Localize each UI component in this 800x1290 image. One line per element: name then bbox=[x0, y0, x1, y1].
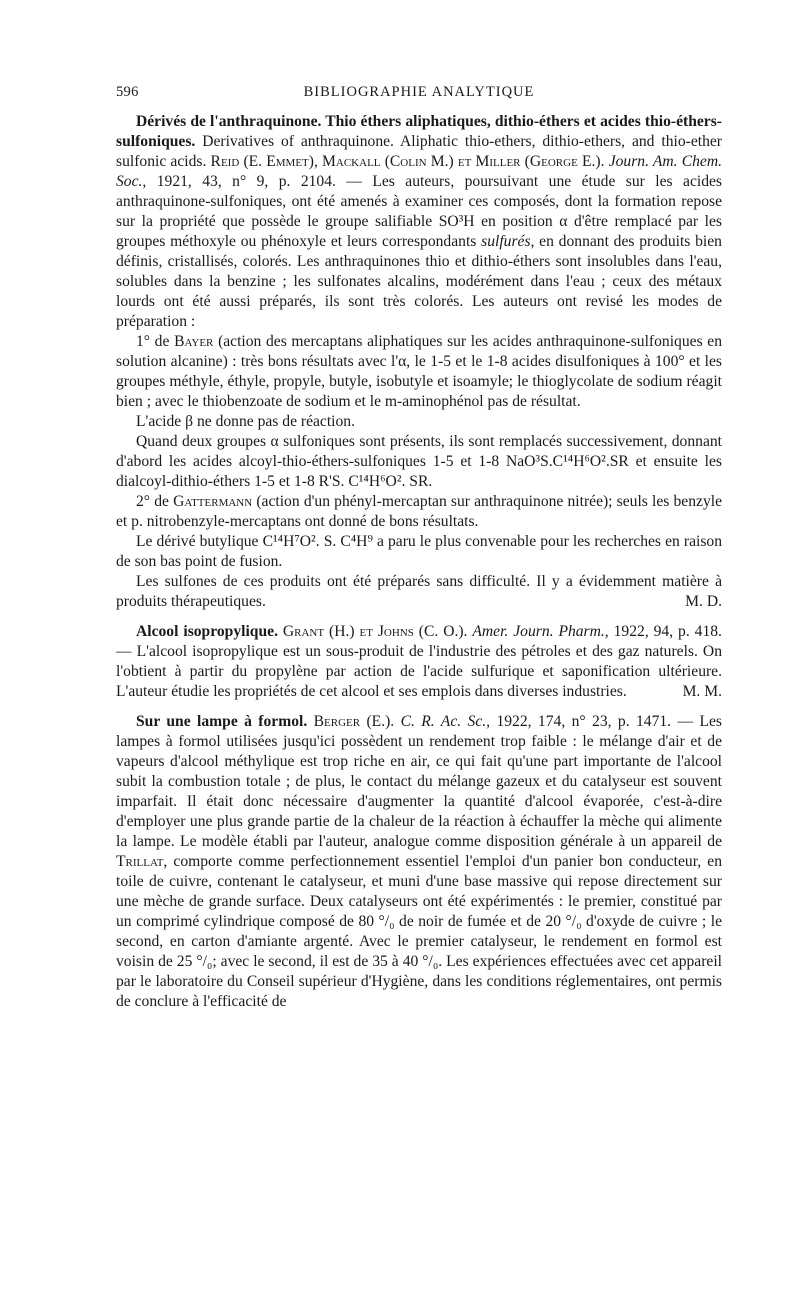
article-text: Les sulfones de ces produits ont été préparés sans difficulté. Il y a évidemment matière à produits thérapeutiques. bbox=[116, 573, 722, 610]
article-text: , en donnant des produits bien définis, cristallisés, colorés. Les anthraquinones thio et dithio-éthers sont insolubles dans l'eau, solubles dans la benzine ; les sulfonates alcalins, modérément dans l'eau ; ceux des métaux lourds ont été aussi préparés, ils sont très colorés. Les auteurs ont revisé les modes de préparation : bbox=[116, 233, 722, 330]
article-text: — Les auteurs, poursuivant une étude sur les acides anthraquinone-sulfoniques, ont été amenés à examiner ces composés, dont la formation repose sur la propriété que possède le groupe salifiable SO³H en position α d'être remplacé par les groupes méthoxyle ou phénoxyle et leurs correspondants bbox=[116, 173, 722, 250]
article-text: (action d'un phényl-mercaptan sur anthraquinone nitrée); seuls les benzyle et p. nitrobenzyle-mercaptans ont donné de bons résultats. bbox=[116, 493, 722, 530]
article-text-italic: sulfurés bbox=[481, 233, 531, 250]
cited-author: Bayer bbox=[174, 333, 214, 350]
article-authors: Grant (H.) et Johns (C. O.). bbox=[282, 623, 468, 640]
article-authors: Berger (E.). bbox=[313, 713, 395, 730]
article-text: — Les lampes à formol utilisées jusqu'ici possèdent un rendement trop faible : le mélange d'air et de vapeurs d'alcool méthylique est trop riche en air, ce qui fait qu'une part importante de l'alcool subit la combustion totale ; de plus, le contact du mélange gazeux et du catalyseur est souvent imparfait. Il était donc nécessaire d'augmenter la quantité d'alcool évaporée, c'est-à-dire d'employer une plus grande partie de la chaleur de la réaction à échauffer la mèche qui alimente la lampe. Le modèle établi par l'auteur, analogue comme disposition générale à un appareil de bbox=[116, 713, 722, 850]
page-header bbox=[116, 84, 722, 112]
article-anthraquinone bbox=[116, 112, 722, 612]
page-body bbox=[116, 112, 722, 1012]
article-paragraph: L'acide β ne donne pas de réaction. bbox=[136, 413, 355, 430]
article-formol-lamp bbox=[116, 712, 722, 1012]
article-reference: 1921, 43, n° 9, p. 2104. bbox=[156, 173, 336, 190]
article-signature: M. M. bbox=[682, 683, 722, 700]
article-journal: Journ. Am. Chem. Soc., bbox=[116, 153, 723, 190]
article-text: (action des mercaptans aliphatiques sur les acides anthraquinone-sulfoniques en solution alcanine) : très bons résultats avec l'α, le 1-5 et le 1-8 acides disulfoniques à 100° et les groupes méthyle, éthyle, propyle, butyle, isobutyle et isoamyle; le thioglycolate de sodium réagit bien ; avec le thiobenzoate de sodium et le m-aminophénol pas de résultat. bbox=[116, 333, 723, 410]
article-subtitle: Derivatives of anthraquinone. Aliphatic thio-ethers, dithio-ethers, and thio-ether sulfonic acids. bbox=[116, 133, 722, 170]
page-number: 596 bbox=[116, 84, 139, 100]
article-paragraph bbox=[116, 332, 722, 412]
running-title: BIBLIOGRAPHIE ANALYTIQUE bbox=[303, 84, 535, 100]
article-paragraph bbox=[116, 112, 722, 332]
cited-author: Gattermann bbox=[173, 493, 253, 510]
article-paragraph: Le dérivé butylique C¹⁴H⁷O². S. C⁴H⁹ a paru le plus convenable pour les recherches en raison de son bas point de fusion. bbox=[116, 533, 722, 570]
article-paragraph bbox=[116, 492, 722, 532]
article-reference: 1922, 174, n° 23, p. 1471. bbox=[496, 713, 672, 730]
article-paragraph bbox=[116, 572, 722, 612]
article-signature: M. D. bbox=[685, 593, 722, 610]
article-text: — L'alcool isopropylique est un sous-produit de l'industrie des pétroles et des gaz naturels. On l'obtient à partir du propylène par action de l'acide sulfurique et saponification ultérieure. L'auteur étudie les propriétés de cet alcool et ses emplois dans diverses industries. bbox=[116, 643, 722, 700]
article-text: 1° de bbox=[136, 333, 170, 350]
article-paragraph bbox=[116, 622, 722, 702]
article-title: Alcool isopropylique. bbox=[136, 623, 278, 640]
article-journal: C. R. Ac. Sc., bbox=[400, 713, 491, 730]
article-paragraph: Quand deux groupes α sulfoniques sont présents, ils sont remplacés successivement, donnant d'abord les acides alcoyl-thio-éthers-sulfoniques 1-5 et 1-8 NaO³S.C¹⁴H⁶O².SR et ensuite les dialcoyl-dithio-éthers 1-5 et 1-8 R'S. C¹⁴H⁶O². SR. bbox=[116, 433, 722, 490]
article-title: Dérivés de l'anthraquinone. Thio éthers aliphatiques, dithio-éthers et acides thio-éthers-sulfoniques. bbox=[116, 113, 722, 150]
article-reference: 1922, 94, p. 418. bbox=[613, 623, 722, 640]
article-text: 2° de bbox=[136, 493, 169, 510]
article-authors: Reid (E. Emmet), Mackall (Colin M.) et Miller (George E.). bbox=[210, 153, 605, 170]
article-isopropyl-alcohol bbox=[116, 622, 722, 702]
article-paragraph bbox=[116, 712, 722, 1012]
cited-author: Trillat bbox=[116, 853, 164, 870]
article-text: , comporte comme perfectionnement essentiel l'emploi d'un panier bon conducteur, en toile de cuivre, contenant le catalyseur, et muni d'une base massive qui repose directement sur une mèche de grande surface. Deux catalyseurs ont été expérimentés : le premier, constitué par un comprimé cylindrique composé de 80 °/₀ de noir de fumée et de 20 °/₀ d'oxyde de cuivre ; le second, en carton d'amiante argenté. Avec le premier catalyseur, le rendement en formol est voisin de 25 °/₀; avec le second, il est de 35 à 40 °/₀. Les expériences effectuées avec cet appareil par le laboratoire du Conseil supérieur d'Hygiène, dans les conditions réglementaires, ont permis de conclure à l'efficacité de bbox=[116, 853, 722, 1010]
article-title: Sur une lampe à formol. bbox=[136, 713, 308, 730]
article-journal: Amer. Journ. Pharm., bbox=[472, 623, 609, 640]
